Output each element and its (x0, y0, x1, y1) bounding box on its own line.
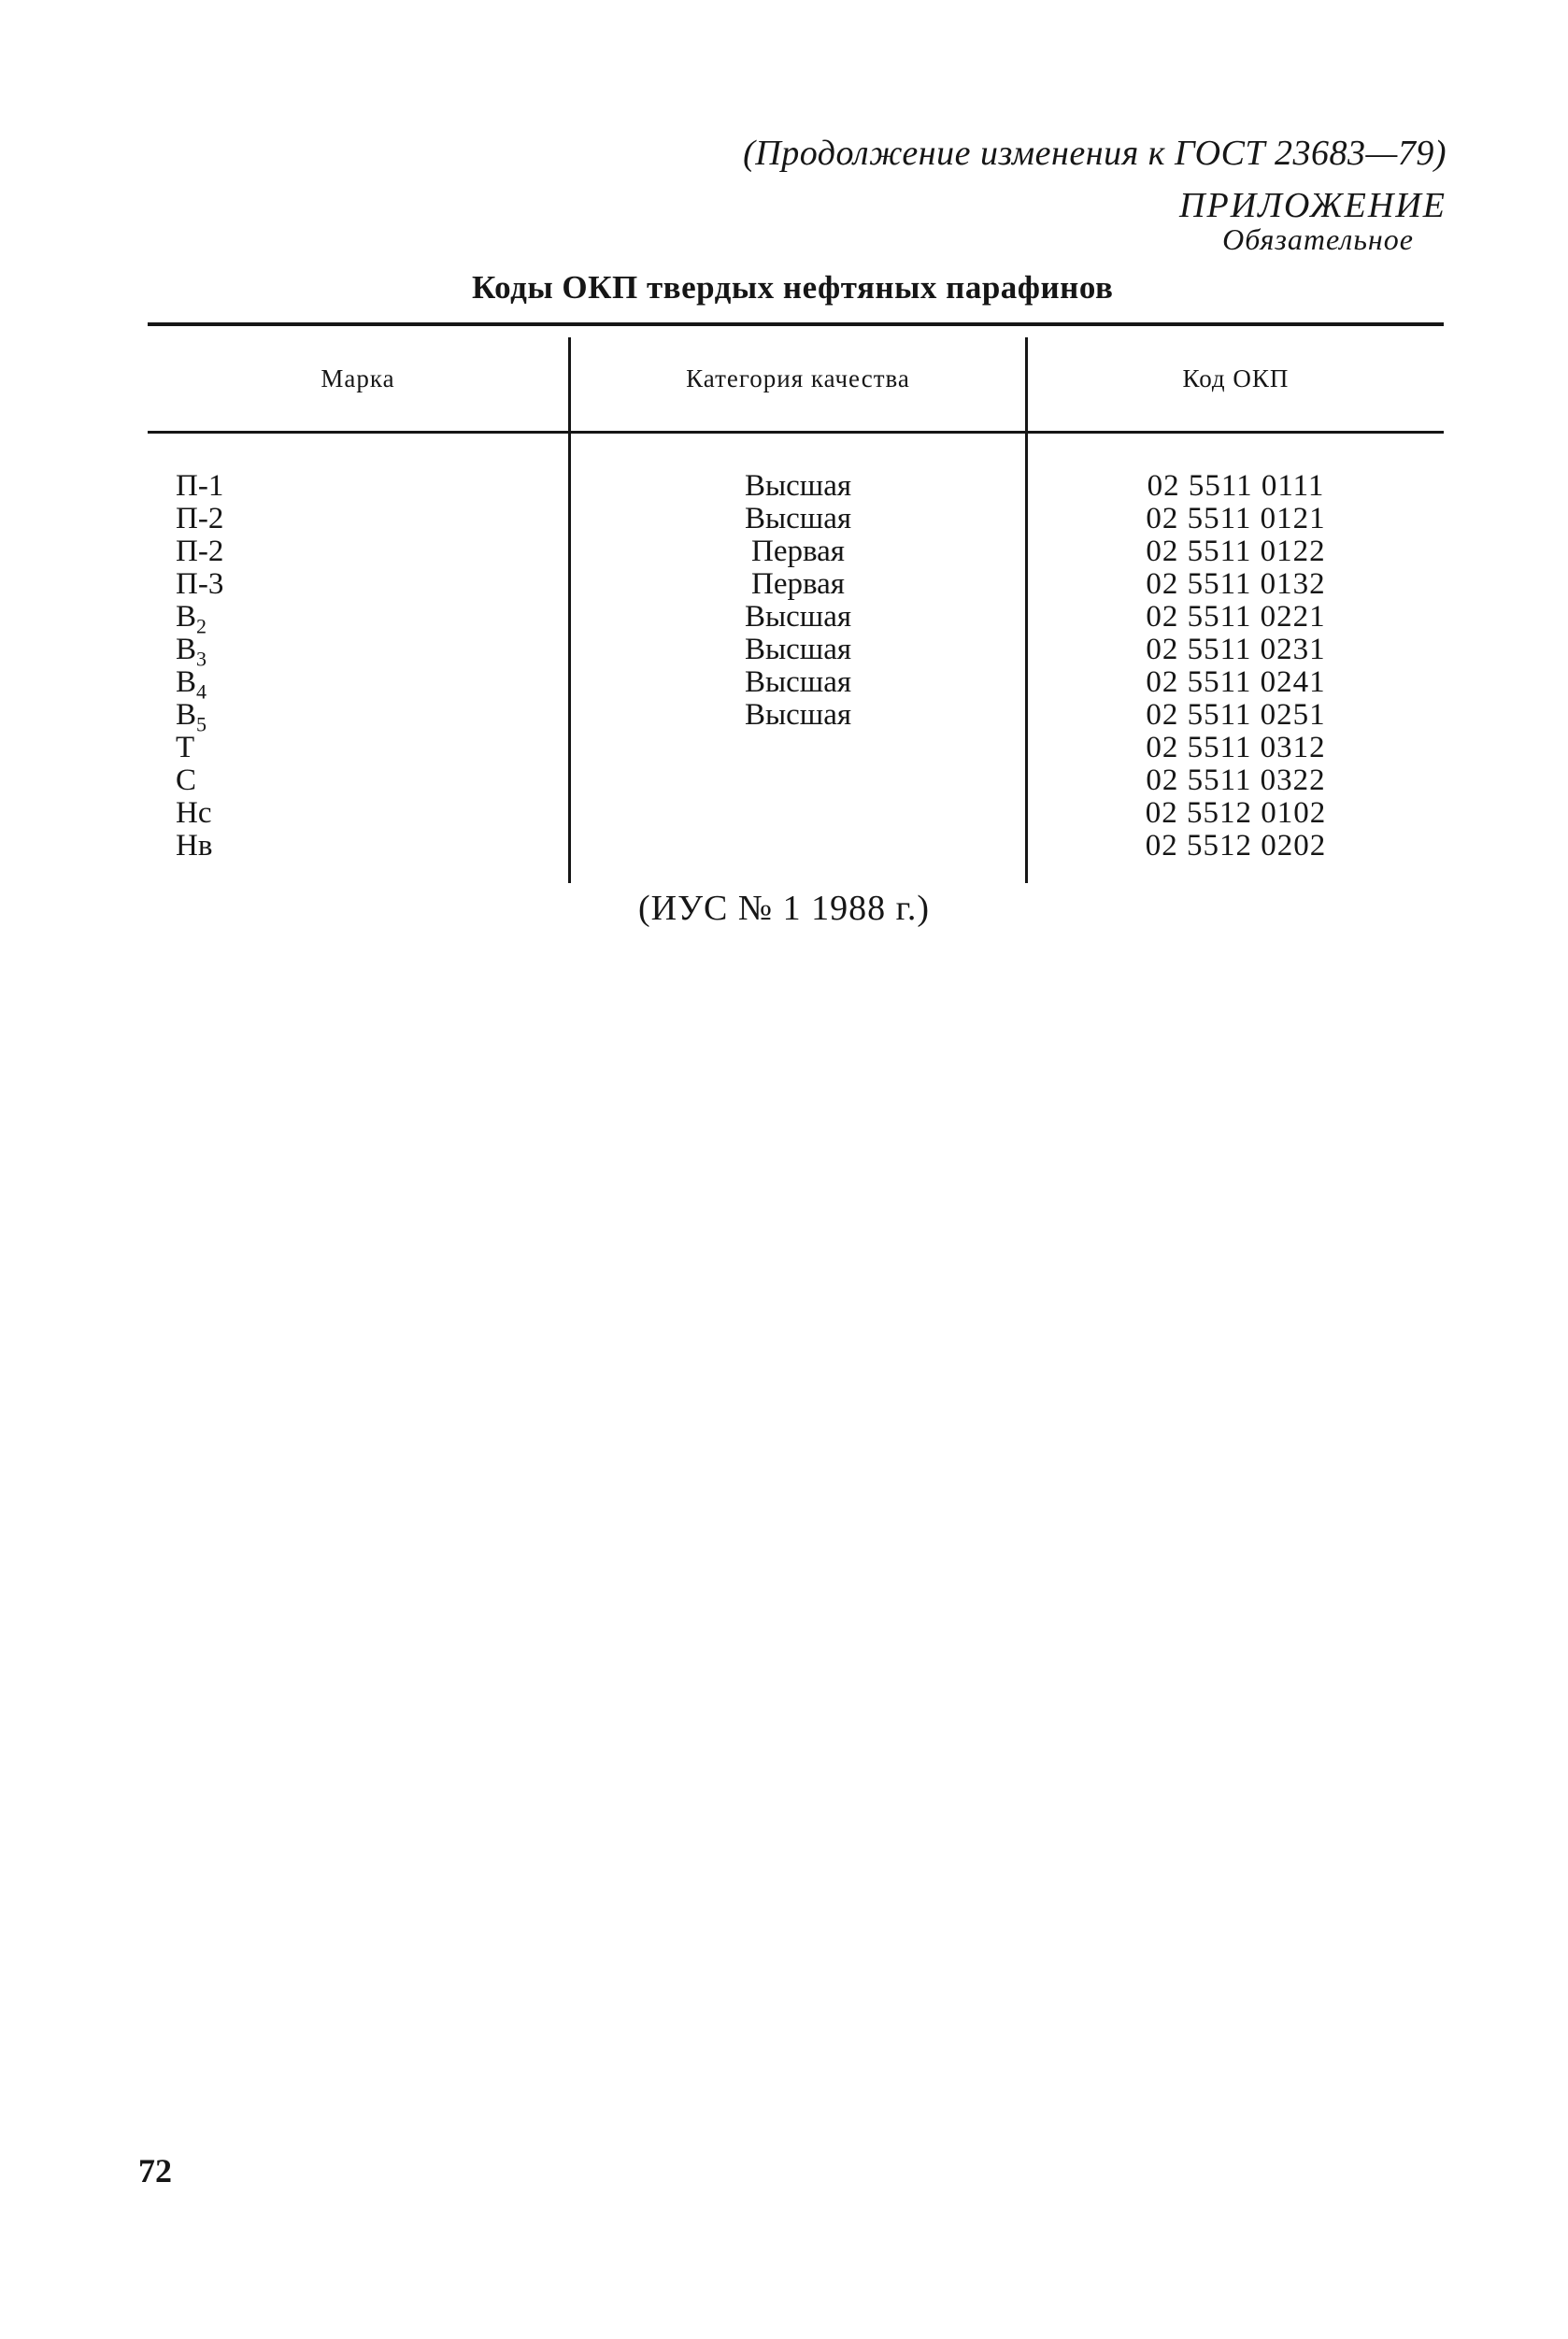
mark-text: С (176, 763, 197, 797)
cell-code: 02 5512 0202 (1145, 829, 1327, 863)
table-header-rule (148, 431, 1444, 434)
cell-code: 02 5511 0322 (1146, 763, 1326, 797)
mark-text: П-2 (176, 535, 224, 568)
cell-code: 02 5511 0122 (1146, 535, 1326, 568)
column-header-mark: Марка (321, 364, 395, 392)
cell-code: 02 5511 0111 (1147, 469, 1325, 503)
mark-text: П-2 (176, 502, 224, 535)
table-row (148, 732, 1444, 764)
table-title: Коды ОКП твердых нефтяных парафинов (472, 269, 1114, 306)
table-row (148, 535, 1444, 568)
cell-code: 02 5511 0251 (1146, 698, 1326, 732)
page-number: 72 (138, 2152, 172, 2189)
table-row (148, 698, 1444, 736)
column-header-code: Код ОКП (1182, 364, 1290, 392)
cell-mark (176, 732, 194, 764)
cell-category: Высшая (744, 633, 852, 666)
cell-code: 02 5511 0221 (1146, 600, 1326, 634)
table-top-rule (148, 322, 1444, 326)
table-row (148, 764, 1444, 797)
cell-mark (176, 797, 211, 830)
cell-code: 02 5511 0132 (1146, 567, 1326, 601)
mark-subscript: 5 (196, 712, 207, 736)
cell-category: Высшая (744, 698, 852, 732)
table-row (148, 600, 1444, 638)
table-row (148, 568, 1444, 601)
mark-text: П-1 (176, 469, 224, 503)
cell-mark (176, 568, 223, 601)
column-header-category: Категория качества (686, 364, 910, 392)
cell-mark (176, 535, 223, 568)
cell-category: Высшая (744, 600, 852, 634)
mark-subscript: 3 (196, 647, 207, 671)
source-note: (ИУС № 1 1988 г.) (637, 889, 931, 928)
cell-mark (176, 470, 223, 503)
continuation-note: (Продолжение изменения к ГОСТ 23683—79) (743, 134, 1447, 173)
table-body (148, 470, 1444, 863)
cell-category: Высшая (744, 469, 852, 503)
cell-mark (176, 764, 196, 797)
mark-subscript: 4 (196, 679, 207, 704)
mark-text: В (176, 633, 197, 666)
table-row (148, 797, 1444, 830)
mark-text: П-3 (176, 567, 224, 601)
cell-code: 02 5511 0312 (1146, 731, 1326, 764)
cell-mark (176, 830, 212, 863)
table-row (148, 830, 1444, 863)
mark-text: Нс (176, 796, 212, 830)
appendix-title: ПРИЛОЖЕНИЕ (1179, 186, 1447, 225)
cell-category: Высшая (744, 502, 852, 535)
cell-category: Первая (751, 535, 845, 568)
mark-subscript: 2 (196, 614, 207, 638)
appendix-status: Обязательное (1222, 222, 1414, 256)
cell-category: Высшая (744, 665, 852, 699)
mark-text: Нв (176, 829, 213, 863)
table-row (148, 633, 1444, 671)
mark-text: Т (176, 731, 195, 764)
okp-codes-table (148, 322, 1444, 883)
mark-text: В (176, 698, 197, 732)
cell-code: 02 5512 0102 (1145, 796, 1327, 830)
table-row (148, 470, 1444, 503)
mark-text: В (176, 665, 197, 699)
mark-text: В (176, 600, 197, 634)
cell-category: Первая (751, 567, 845, 601)
table-row (148, 665, 1444, 704)
cell-code: 02 5511 0231 (1146, 633, 1326, 666)
cell-mark (176, 503, 223, 535)
cell-code: 02 5511 0121 (1146, 502, 1326, 535)
cell-code: 02 5511 0241 (1146, 665, 1326, 699)
table-row (148, 503, 1444, 535)
